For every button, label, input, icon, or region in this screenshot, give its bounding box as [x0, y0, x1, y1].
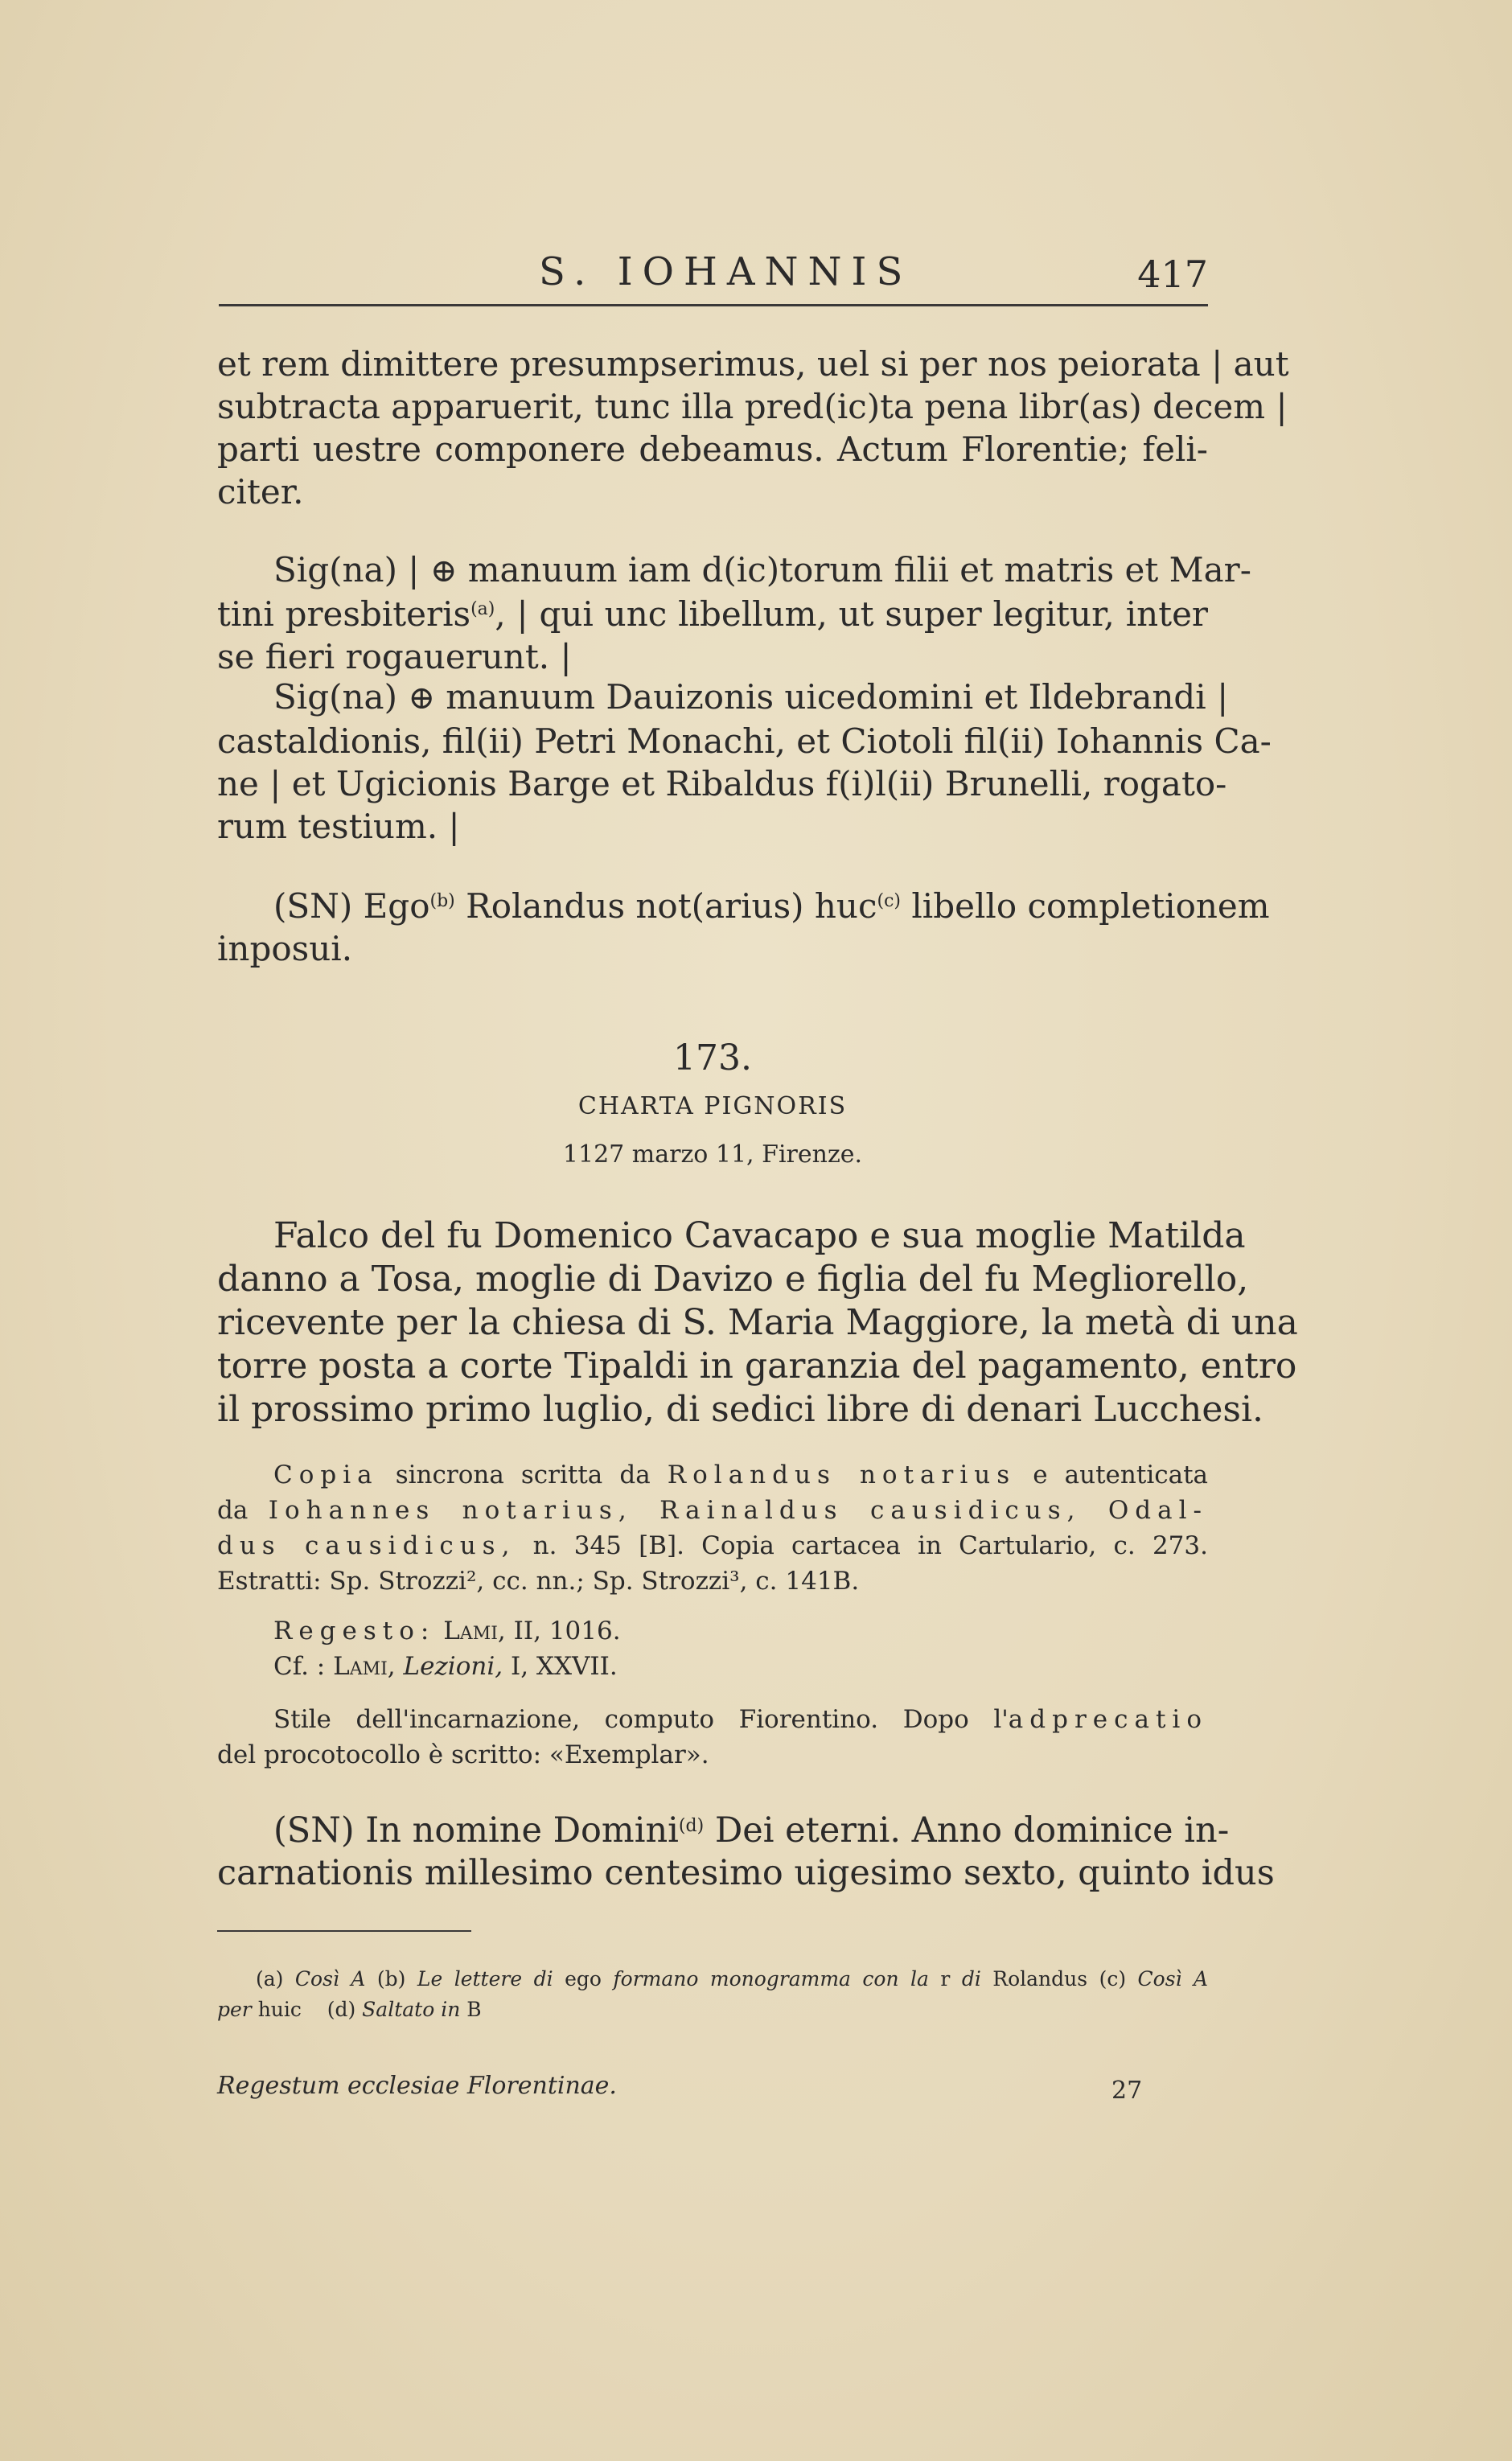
signa-text: manuum Dauizonis uicedomini et Ildebrandi | [446, 677, 1229, 717]
text-line: Estratti: Sp. Strozzi², cc. nn.; Sp. Strozzi³, c. 141B. [217, 1567, 860, 1596]
text-line: et rem dimittere presumpserimus, uel si per nos peiorata | aut [217, 344, 1289, 384]
footnote-text: di [961, 1967, 981, 1991]
footnote-line [217, 1995, 1208, 2025]
signa-text: , | qui unc libellum, ut super legitur, inter [495, 594, 1208, 634]
tradition-text: n. 345 [B]. Copia cartacea in Cartulario, c. 273. [532, 1531, 1208, 1560]
style-note [217, 1702, 1208, 1773]
signa-label: Sig(na) [273, 677, 397, 717]
regesto-summary [217, 1214, 1298, 1432]
footnote-marker: (c) [877, 891, 901, 911]
footnote-mark: (a) [256, 1967, 284, 1991]
footnotes [217, 1964, 1208, 2025]
text-line [217, 548, 1251, 593]
tradition-name: dus causidicus, [217, 1531, 516, 1560]
reference-label: Regesto: [273, 1617, 436, 1645]
document-title: CHARTA PIGNORIS [577, 1092, 848, 1120]
page-footer [217, 2072, 1208, 2105]
running-title: S. IOHANNIS [539, 249, 913, 294]
footnote-text: ego [565, 1967, 602, 1991]
text-line [217, 676, 1229, 720]
footnote-marker: (d) [678, 1816, 705, 1836]
tradition-term: Copia [273, 1461, 379, 1489]
text-line: carnationis millesimo centesimo uigesimo sexto, quinto idus [217, 1853, 1275, 1893]
text-line: torre posta a corte Tipaldi in garanzia del pagamento, entro [217, 1346, 1297, 1387]
signa-witnesses [217, 676, 1272, 848]
signa-text: manuum iam d(ic)torum filii et matris et Mar- [467, 550, 1251, 590]
header-rule [219, 304, 1208, 306]
page-number: 417 [1137, 253, 1208, 296]
footnote-text: Saltato in [362, 1998, 461, 2021]
footnote-line [217, 1964, 1208, 1995]
footnote-marker: (b) [429, 891, 455, 911]
text-line [217, 1528, 1208, 1563]
text-line [217, 593, 1208, 635]
note-text: Stile dell'incarnazione, computo Fiorentino. Dopo l' [273, 1705, 1009, 1734]
footnote-marker: (a) [470, 599, 495, 619]
footnote-text: Così A [1137, 1967, 1209, 1991]
text-line: danno a Tosa, moglie di Davizo e figlia del fu Megliorello, [217, 1259, 1249, 1300]
tradition-text: sincrona scritta da [395, 1461, 651, 1489]
tradition-text: e autenticata [1033, 1461, 1209, 1489]
paragraph-closing-clause [217, 343, 1289, 513]
charter-text: (SN) In nomine Domini [273, 1810, 679, 1851]
footnote-text: B [466, 1998, 482, 2021]
signa-authors [217, 548, 1251, 678]
text-line: subtracta apparuerit, tunc illa pred(ic)ta pena libr(as) decem | [217, 387, 1288, 426]
cross-signum-icon: ⊕ [429, 553, 458, 590]
text-line: inposui. [217, 929, 353, 968]
reference-text: Lami, II, 1016. [443, 1617, 621, 1645]
document-number: 173. [673, 1037, 752, 1078]
footnote-text: Così A [294, 1967, 366, 1991]
footnote-text: per [217, 1998, 252, 2021]
manuscript-tradition [217, 1457, 1208, 1599]
signa-label: Sig(na) | [273, 550, 420, 590]
footnote-mark: (d) [327, 1998, 356, 2021]
footnote-rule [217, 1930, 471, 1932]
tradition-name: Iohannes notarius, Rainaldus causidicus, Odal- [268, 1496, 1208, 1525]
text-line: il prossimo primo luglio, di sedici libre di denari Lucchesi. [217, 1389, 1264, 1430]
footnote-mark: (c) [1099, 1967, 1127, 1991]
text-line: Falco del fu Domenico Cavacapo e sua moglie Matilda [273, 1215, 1246, 1256]
document-date: 1127 marzo 11, Firenze. [562, 1140, 863, 1169]
charter-text-start [217, 1810, 1275, 1895]
reference-text: I, XXVII. [510, 1652, 618, 1681]
subscription-text: libello completionem [911, 886, 1270, 926]
footnote-text: Rolandus [992, 1967, 1088, 1991]
text-line: rum testium. | [217, 807, 460, 846]
text-line [217, 1649, 1208, 1684]
text-line [217, 1457, 1208, 1493]
subscription-text: Rolandus not(arius) huc [466, 886, 877, 926]
signa-text: tini presbiteris [217, 594, 471, 634]
text-line: parti uestre componere debeamus. Actum Florentie; feli- [217, 429, 1208, 469]
tradition-name: Rolandus notarius [667, 1461, 1017, 1489]
text-line [217, 1493, 1208, 1528]
subscription-text: (SN) Ego [273, 886, 430, 926]
footnote-text: r [940, 1967, 951, 1991]
text-line: ne | et Ugicionis Barge et Ribaldus f(i)l(ii) Brunelli, rogato- [217, 764, 1227, 803]
text-line: ricevente per la chiesa di S. Maria Maggiore, la metà di una [217, 1302, 1298, 1343]
text-line: citer. [217, 472, 304, 512]
footnote-mark: (b) [376, 1967, 406, 1991]
note-term: adprecatio [1008, 1705, 1208, 1734]
references [217, 1613, 1208, 1684]
text-line: se fieri rogauerunt. | [217, 637, 572, 676]
reference-author: Lami, [333, 1652, 396, 1681]
text-line [217, 1613, 1208, 1649]
text-line: del procotocollo è scritto: «Exemplar». [217, 1740, 709, 1769]
footer-title: Regestum ecclesiae Florentinae. [217, 2072, 617, 2100]
footnote-text: huic [257, 1998, 302, 2021]
text-line: castaldionis, fil(ii) Petri Monachi, et Ciotoli fil(ii) Iohannis Ca- [217, 721, 1272, 761]
tradition-text: da [217, 1496, 249, 1525]
reference-work: Lezioni, [403, 1652, 503, 1681]
text-line [217, 1810, 1230, 1852]
footnote-text: formano monogramma con la [613, 1967, 929, 1991]
notary-subscription [217, 885, 1270, 970]
signature-mark: 27 [1111, 2077, 1143, 2105]
charter-text: Dei eterni. Anno dominice in- [714, 1810, 1230, 1851]
text-line [217, 885, 1270, 927]
text-line [217, 1702, 1208, 1737]
page-header [219, 249, 1208, 302]
reference-label: Cf. : [273, 1652, 326, 1681]
footnote-text: Le lettere di [417, 1967, 553, 1991]
cross-signum-icon: ⊕ [408, 680, 435, 717]
